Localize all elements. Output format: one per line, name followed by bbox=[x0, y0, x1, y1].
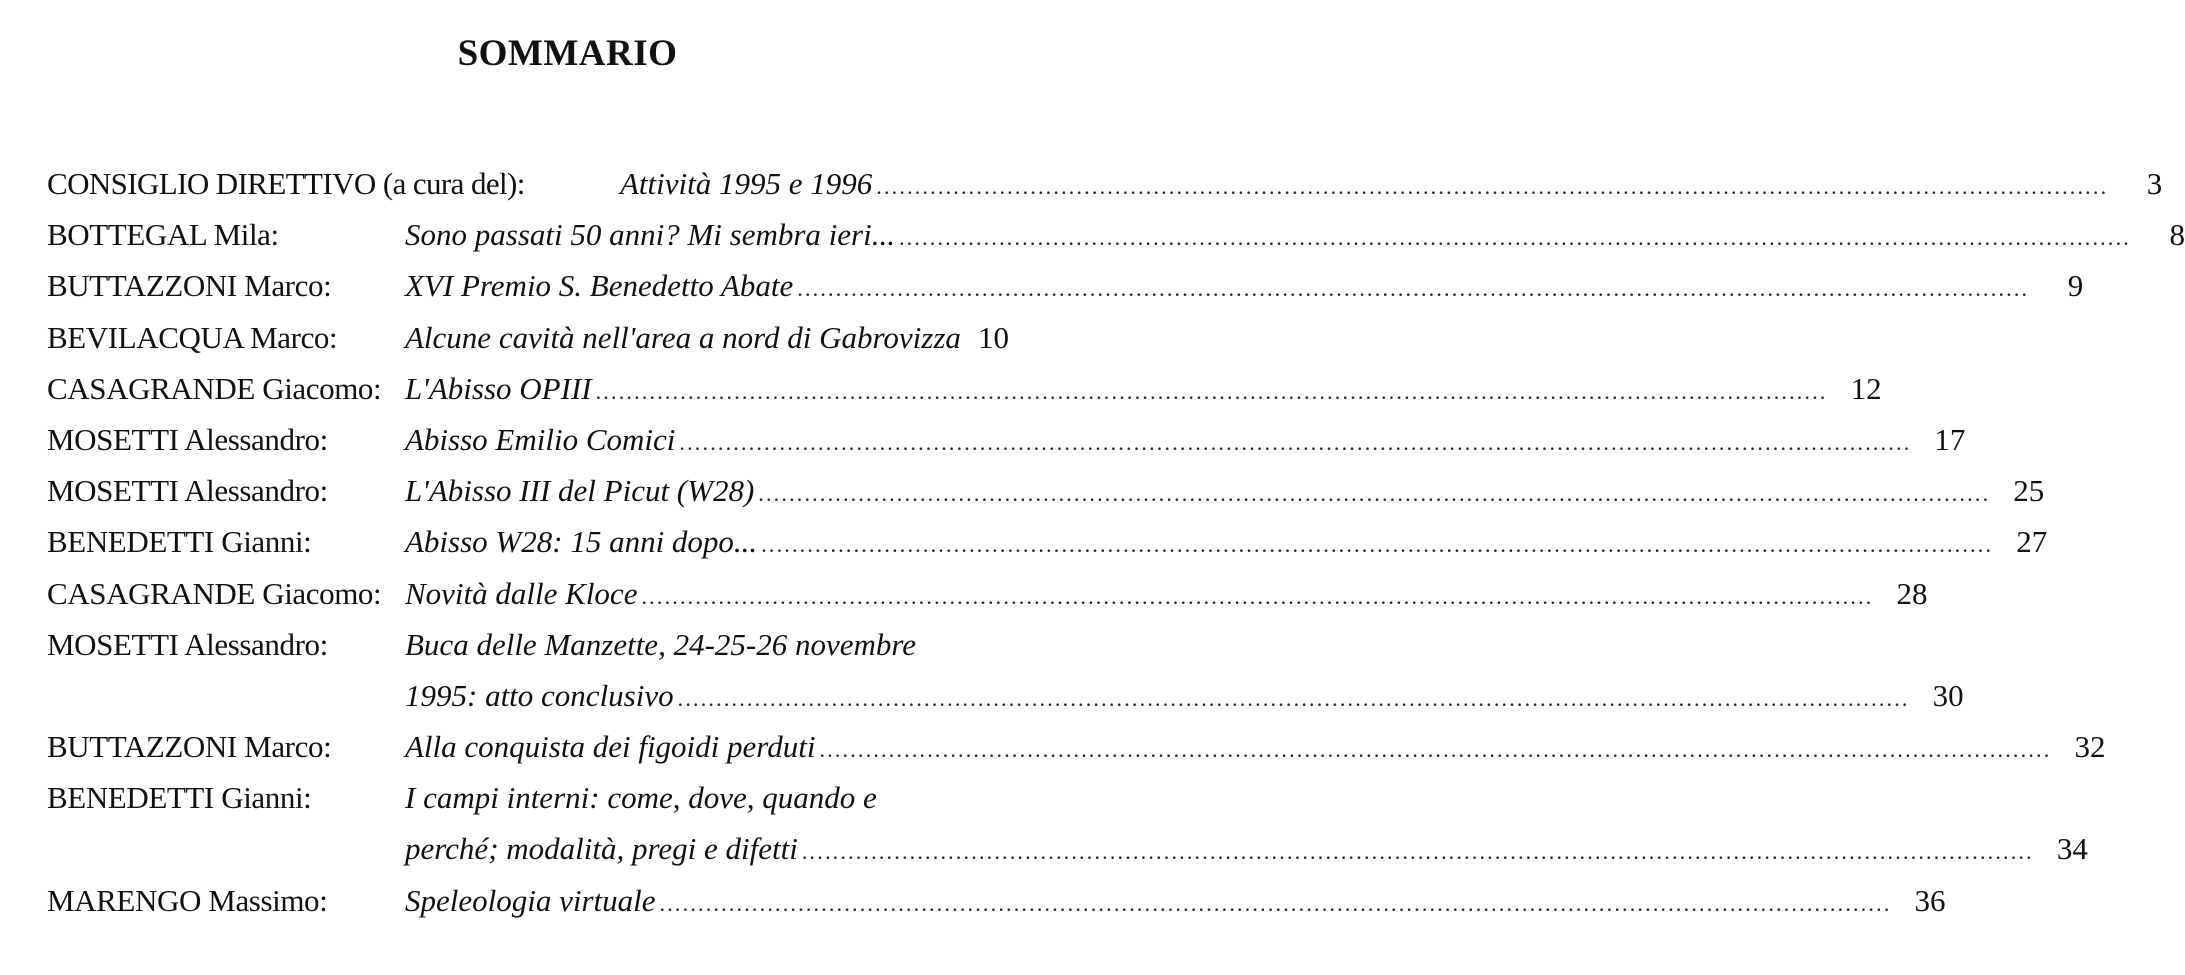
toc-title: Abisso Emilio Comici bbox=[405, 421, 676, 457]
toc-line bbox=[47, 670, 1964, 721]
toc-title: Alcune cavità nell'area a nord di Gabrovizza bbox=[405, 319, 961, 355]
toc-entry bbox=[47, 516, 2048, 567]
toc-title-wrap bbox=[405, 312, 1082, 363]
toc-page-number: 12 bbox=[1850, 370, 1882, 406]
toc-title: Abisso W28: 15 anni dopo... bbox=[405, 524, 758, 560]
toc-line bbox=[47, 875, 1946, 926]
toc-title: Alla conquista dei figoidi perduti bbox=[405, 729, 816, 765]
page-title: SOMMARIO bbox=[457, 33, 678, 74]
toc-title-wrap bbox=[405, 823, 2088, 877]
toc-line bbox=[47, 721, 2106, 772]
toc-page-number: 32 bbox=[2074, 729, 2106, 765]
toc-line bbox=[47, 568, 1928, 619]
toc-author: CONSIGLIO DIRETTIVO (a cura del): bbox=[47, 166, 525, 201]
toc-title: Attività 1995 e 1996 bbox=[620, 166, 873, 201]
toc-title-wrap bbox=[405, 670, 1964, 724]
toc-entry bbox=[47, 619, 1964, 721]
toc-entry bbox=[47, 721, 2106, 772]
toc-title: 1995: atto conclusivo bbox=[405, 677, 674, 713]
toc-page-number: 10 bbox=[977, 319, 1009, 355]
toc-entry bbox=[47, 363, 1882, 414]
toc-page-number: 28 bbox=[1896, 575, 1928, 611]
toc-title-wrap bbox=[405, 875, 1946, 929]
toc-author: CASAGRANDE Giacomo: bbox=[47, 575, 382, 611]
toc-title-wrap bbox=[405, 260, 2084, 314]
toc-page-number: 9 bbox=[2067, 268, 2084, 304]
toc-line bbox=[47, 363, 1882, 414]
toc-line bbox=[47, 158, 2163, 209]
toc-page-number: 34 bbox=[2056, 831, 2088, 867]
toc-leader-dots: ................................................................................................................................................................ bbox=[641, 583, 1874, 609]
toc-entry bbox=[47, 568, 1928, 619]
toc-author: BENEDETTI Gianni: bbox=[47, 524, 312, 560]
toc-author: BUTTAZZONI Marco: bbox=[47, 268, 332, 304]
toc-title: L'Abisso OPIII bbox=[405, 370, 592, 406]
toc-author: MOSETTI Alessandro: bbox=[47, 473, 328, 509]
toc-leader-dots: ................................................................................................................................................................ bbox=[801, 839, 2034, 865]
toc-line bbox=[47, 772, 1082, 823]
toc-title-wrap bbox=[405, 721, 2106, 775]
toc-line bbox=[47, 414, 1966, 465]
toc-leader-dots: ................................................................................................................................................................ bbox=[898, 225, 2131, 251]
toc-entry bbox=[47, 465, 2045, 516]
toc-page-number: 27 bbox=[2016, 524, 2048, 560]
toc-author: MARENGO Massimo: bbox=[47, 882, 328, 918]
toc-page-number: 17 bbox=[1934, 421, 1966, 457]
toc-leader-dots: ................................................................................................................................................................ bbox=[758, 481, 1991, 507]
toc-page-number: 30 bbox=[1932, 677, 1964, 713]
toc-line bbox=[47, 516, 2048, 567]
toc-title: XVI Premio S. Benedetto Abate bbox=[405, 268, 794, 304]
toc-entry bbox=[47, 260, 2084, 311]
toc-title: Speleologia virtuale bbox=[405, 882, 656, 918]
toc-leader-dots: ................................................................................................................................................................ bbox=[761, 532, 1994, 558]
table-of-contents bbox=[47, 158, 2185, 926]
toc-title: I campi interni: come, dove, quando e bbox=[405, 780, 877, 816]
toc-title: Sono passati 50 anni? Mi sembra ieri... bbox=[405, 217, 895, 253]
toc-leader-dots: ................................................................................................................................................................ bbox=[797, 276, 2030, 302]
toc-author: MOSETTI Alessandro: bbox=[47, 421, 328, 457]
toc-entry bbox=[47, 414, 1966, 465]
toc-author: CASAGRANDE Giacomo: bbox=[47, 370, 382, 406]
toc-page-number: 3 bbox=[2146, 166, 2163, 201]
toc-author: BUTTAZZONI Marco: bbox=[47, 729, 332, 765]
toc-leader-dots: ................................................................................................................................................................ bbox=[595, 378, 1828, 404]
toc-leader-dots: ................................................................................................................................................................ bbox=[677, 685, 1910, 711]
toc-leader-dots: ................................................................................................................................................................ bbox=[659, 890, 1892, 916]
toc-title-wrap bbox=[405, 414, 1966, 468]
toc-author: BOTTEGAL Mila: bbox=[47, 217, 279, 253]
toc-entry bbox=[47, 158, 2163, 209]
toc-line bbox=[47, 312, 1082, 363]
toc-line bbox=[47, 823, 2088, 874]
toc-title-wrap bbox=[405, 363, 1882, 417]
toc-author: MOSETTI Alessandro: bbox=[47, 626, 328, 662]
toc-title: Novità dalle Kloce bbox=[405, 575, 638, 611]
toc-page-number: 36 bbox=[1914, 882, 1946, 918]
toc-leader-dots: ................................................................................................................................................................ bbox=[876, 174, 2109, 199]
toc-title: L'Abisso III del Picut (W28) bbox=[405, 473, 755, 509]
toc-page-number: 25 bbox=[2013, 473, 2045, 509]
toc-entry bbox=[47, 875, 1946, 926]
toc-line bbox=[47, 209, 2185, 260]
toc-page-number: 8 bbox=[2169, 217, 2185, 253]
toc-title-wrap bbox=[405, 772, 1082, 823]
toc-leader-dots: ................................................................................................................................................................ bbox=[819, 737, 2052, 763]
toc-title-wrap bbox=[405, 209, 2185, 263]
toc-leader-dots: ................................................................................................................................................................ bbox=[679, 429, 1912, 455]
toc-line bbox=[47, 619, 1082, 670]
toc-entry bbox=[47, 312, 1082, 363]
toc-title-wrap bbox=[620, 158, 2163, 212]
toc-entry bbox=[47, 772, 2088, 874]
toc-title-wrap bbox=[405, 568, 1928, 622]
toc-author: BENEDETTI Gianni: bbox=[47, 780, 312, 816]
toc-line bbox=[47, 465, 2045, 516]
toc-title: Buca delle Manzette, 24-25-26 novembre bbox=[405, 626, 917, 662]
toc-entry bbox=[47, 209, 2185, 260]
toc-line bbox=[47, 260, 2084, 311]
toc-title-wrap bbox=[405, 619, 1082, 670]
toc-title-wrap bbox=[405, 516, 2048, 570]
toc-title: perché; modalità, pregi e difetti bbox=[405, 831, 798, 867]
toc-author: BEVILACQUA Marco: bbox=[47, 319, 338, 355]
toc-title-wrap bbox=[405, 465, 2045, 519]
